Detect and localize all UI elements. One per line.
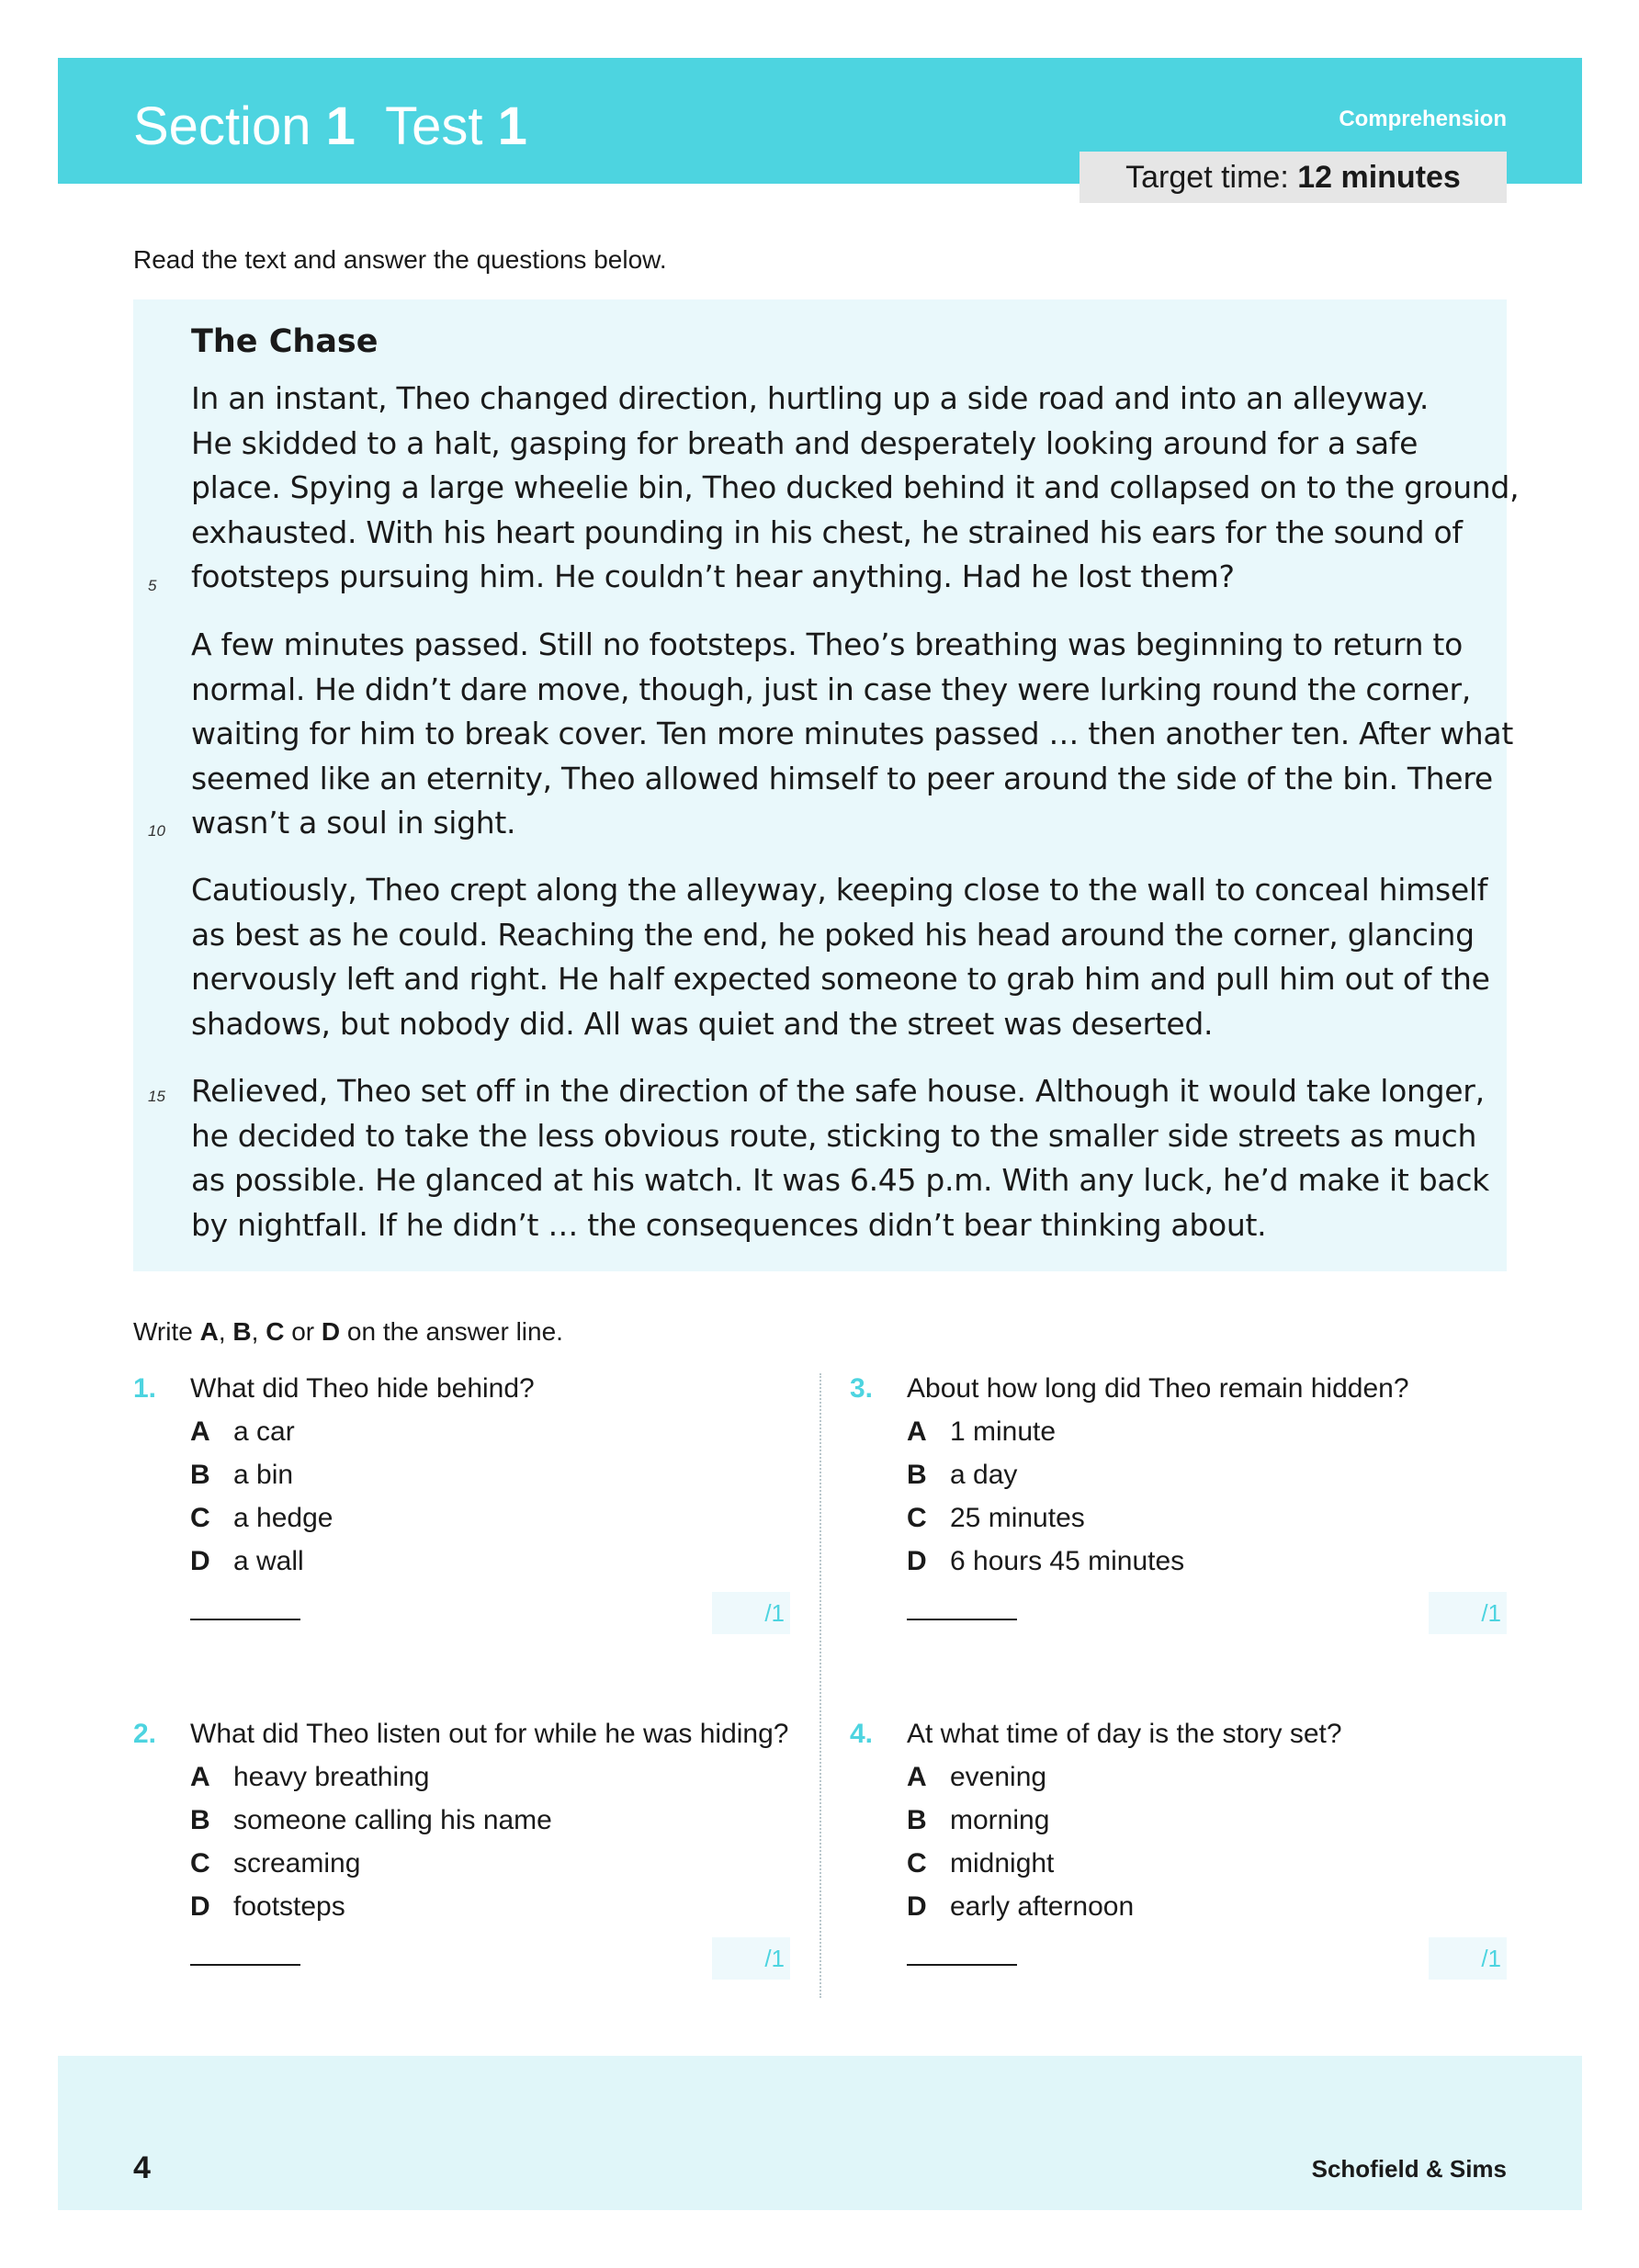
question-1 [133,1373,795,1627]
option-letter: A [190,1762,210,1792]
instr-letter-a: A [199,1317,219,1346]
reading-instruction: Read the text and answer the questions below. [133,245,667,274]
option-d [190,1891,345,1923]
question-number: 1. [133,1373,157,1404]
option-text: someone calling his name [233,1805,552,1835]
option-d [907,1891,1134,1923]
question-4 [850,1719,1511,1972]
option-text: heavy breathing [233,1762,430,1792]
target-time-box [1079,152,1507,203]
option-text: 6 hours 45 minutes [950,1546,1185,1576]
instr-letter-c: C [266,1317,285,1346]
option-letter: D [190,1546,210,1576]
option-text: a day [950,1460,1018,1490]
line-number: 15 [148,1088,165,1105]
option-a [907,1416,1056,1448]
question-number: 2. [133,1719,157,1749]
passage-line: he decided to take the less obvious route, sticking to the smaller side streets as much [191,1117,1477,1154]
option-letter: C [907,1848,927,1879]
score-box: /1 [1429,1937,1507,1980]
option-c [190,1503,333,1534]
question-text: What did Theo hide behind? [190,1373,535,1404]
option-letter: A [190,1416,210,1447]
option-letter: B [907,1460,927,1490]
answer-line[interactable] [907,1964,1017,1966]
passage-paragraph-4 [191,1069,1496,1247]
section-word: Section [133,96,311,156]
page-title [133,96,527,156]
passage-line: A few minutes passed. Still no footsteps. Theo’s breathing was beginning to return to [191,626,1463,662]
option-c [907,1848,1054,1879]
passage-box [133,299,1520,1271]
passage-line: Cautiously, Theo crept along the alleyway, keeping close to the wall to conceal himself [191,872,1488,908]
question-number: 3. [850,1373,874,1404]
option-text: footsteps [233,1891,345,1922]
passage-line: by nightfall. If he didn’t … the consequences didn’t bear thinking about. [191,1206,1267,1243]
option-c [907,1503,1085,1534]
option-text: screaming [233,1848,361,1879]
target-time-label: Target time: [1125,160,1289,195]
passage-line: nervously left and right. He half expected someone to grab him and pull him out of the [191,961,1490,997]
passage-line: place. Spying a large wheelie bin, Theo ducked behind it and collapsed on to the ground, [191,469,1520,505]
footer-band [58,2056,1582,2210]
passage-line: waiting for him to break cover. Ten more minutes passed … then another ten. After what [191,716,1513,751]
answer-line[interactable] [907,1619,1017,1620]
answer-line[interactable] [190,1964,300,1966]
option-letter: C [907,1503,927,1533]
passage-line: footsteps pursuing him. He couldn’t hear anything. Had he lost them? [191,559,1235,594]
option-text: a wall [233,1546,304,1576]
passage-line: seemed like an eternity, Theo allowed himself to peer around the side of the bin. There [191,760,1493,796]
option-c [190,1848,360,1879]
passage-title: The Chase [191,323,379,360]
instr-letter-b: B [232,1317,252,1346]
question-number: 4. [850,1719,874,1749]
option-a [190,1416,295,1448]
passage-line: as best as he could. Reaching the end, he poked his head around the corner, glancing [191,916,1475,953]
option-letter: B [190,1805,210,1835]
instr-text: or [291,1317,315,1346]
answer-instruction: Write A, B, C or D on the answer line. [133,1317,563,1346]
section-number: 1 [325,96,356,156]
passage-paragraph-2 [191,623,1513,846]
option-text: early afternoon [950,1891,1135,1922]
option-text: evening [950,1762,1047,1792]
option-b [190,1805,552,1836]
option-text: morning [950,1805,1050,1835]
score-box: /1 [712,1592,790,1634]
option-d [190,1546,304,1577]
option-text: a bin [233,1460,294,1490]
publisher-name: Schofield & Sims [1311,2155,1507,2183]
column-divider [820,1373,821,1998]
instr-text: on the answer line. [346,1317,563,1346]
score-box: /1 [1429,1592,1507,1634]
question-2 [133,1719,795,1972]
passage-line: He skidded to a halt, gasping for breath and desperately looking around for a safe [191,424,1419,461]
passage-line: exhausted. With his heart pounding in his chest, he strained his ears for the sound of [191,513,1463,550]
option-letter: C [190,1848,210,1879]
option-text: 25 minutes [950,1503,1085,1533]
option-letter: B [907,1805,927,1835]
instr-text: Write [133,1317,193,1346]
option-letter: B [190,1460,210,1490]
option-a [907,1762,1046,1793]
passage-paragraph-3 [191,868,1496,1046]
option-letter: D [907,1891,927,1922]
target-time-value: 12 minutes [1297,160,1461,195]
passage-paragraph-1 [191,377,1520,600]
option-letter: D [907,1546,927,1576]
option-letter: A [907,1416,927,1447]
line-number: 5 [148,577,157,594]
test-word: Test [385,96,483,156]
option-letter: C [190,1503,210,1533]
option-a [190,1762,430,1793]
option-text: a hedge [233,1503,333,1533]
instr-letter-d: D [321,1317,341,1346]
option-b [190,1460,293,1491]
option-letter: A [907,1762,927,1792]
passage-line: wasn’t a soul in sight. [191,805,516,841]
line-number: 10 [148,822,165,840]
option-d [907,1546,1184,1577]
passage-line: Relieved, Theo set off in the direction of the safe house. Although it would take longer, [191,1073,1485,1109]
page-number: 4 [133,2150,151,2185]
question-text: About how long did Theo remain hidden? [907,1373,1409,1404]
option-text: a car [233,1416,295,1447]
passage-line: as possible. He glanced at his watch. It was 6.45 p.m. With any luck, he’d make it back [191,1162,1489,1198]
question-3 [850,1373,1511,1627]
option-b [907,1805,1049,1836]
passage-line: shadows, but nobody did. All was quiet and the street was deserted. [191,1005,1214,1042]
question-text: What did Theo listen out for while he was hiding? [190,1719,789,1749]
score-box: /1 [712,1937,790,1980]
option-text: 1 minute [950,1416,1057,1447]
option-text: midnight [950,1848,1055,1879]
category-label: Comprehension [1339,107,1507,131]
answer-line[interactable] [190,1619,300,1620]
passage-line: In an instant, Theo changed direction, hurtling up a side road and into an alleyway. [191,380,1430,416]
option-letter: D [190,1891,210,1922]
option-b [907,1460,1017,1491]
question-text: At what time of day is the story set? [907,1719,1342,1749]
test-number: 1 [497,96,527,156]
passage-line: normal. He didn’t dare move, though, just in case they were lurking round the corner, [191,671,1471,707]
